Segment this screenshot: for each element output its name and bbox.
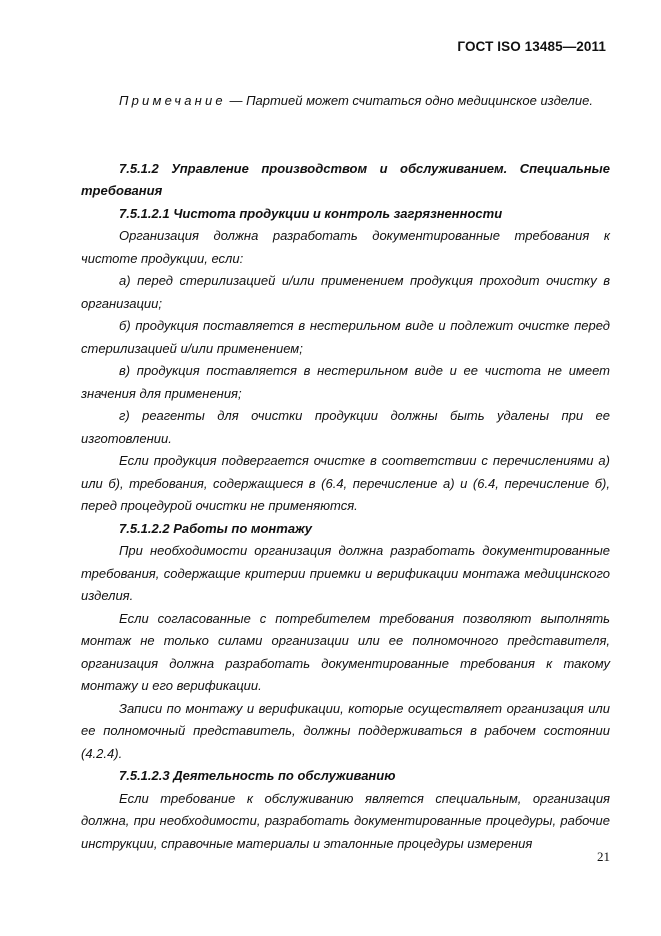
note-label: Примечание <box>119 93 226 108</box>
list-item-a: а) перед стерилизацией и/или применением продукция проходит очистку в организации; <box>81 273 610 311</box>
section-heading: 7.5.1.2 Управление производством и обслуживанием. Специальные требования <box>81 160 610 198</box>
note-paragraph <box>81 90 610 113</box>
body-paragraph: При необходимости организация должна разработать документированные требования, содержащие критерии приемки и верификации монтажа медицинского изделия. <box>81 543 610 603</box>
body-paragraph: Если согласованные с потребителем требования позволяют выполнять монтаж не только силами организации или ее полномочного представителя, организация должна разработать документированные требования к такому монтажу и его верификации. <box>81 610 610 693</box>
list-item-b: б) продукция поставляется в нестерильном виде и подлежит очистке перед стерилизацией и/или применением; <box>81 318 610 356</box>
body-paragraph: Если требование к обслуживанию является специальным, организация должна, при необходимости, разработать документированные процедуры, рабочие инструкции, справочные материалы и эталонные процедуры измерения <box>81 790 610 851</box>
list-item-g: г) реагенты для очистки продукции должны быть удалены при ее изготовлении. <box>81 408 610 446</box>
page-number: 21 <box>597 849 610 864</box>
body-paragraph: Если продукция подвергается очистке в соответствии с перечислениями а) или б), требования, содержащиеся в (6.4, перечисление а) и (6.4, перечисление б), перед процедурой очистки не применяются. <box>81 453 610 513</box>
list-item-v: в) продукция поставляется в нестерильном виде и ее чистота не имеет значения для применения; <box>81 363 610 401</box>
body-paragraph: Записи по монтажу и верификации, которые осуществляет организация или ее полномочный представитель, должны поддерживаться в рабочем состоянии (4.2.4). <box>81 700 610 761</box>
subsection-heading: 7.5.1.2.2 Работы по монтажу <box>119 520 313 536</box>
subsection-heading: 7.5.1.2.1 Чистота продукции и контроль загрязненности <box>119 205 503 221</box>
note-text: — Партией может считаться одно медицинское изделие. <box>225 93 593 108</box>
document-body <box>81 90 610 855</box>
body-paragraph: Организация должна разработать документированные требования к чистоте продукции, если: <box>81 228 610 266</box>
subsection-heading: 7.5.1.2.3 Деятельность по обслуживанию <box>119 768 396 783</box>
document-standard-header: ГОСТ ISO 13485—2011 <box>457 39 606 54</box>
